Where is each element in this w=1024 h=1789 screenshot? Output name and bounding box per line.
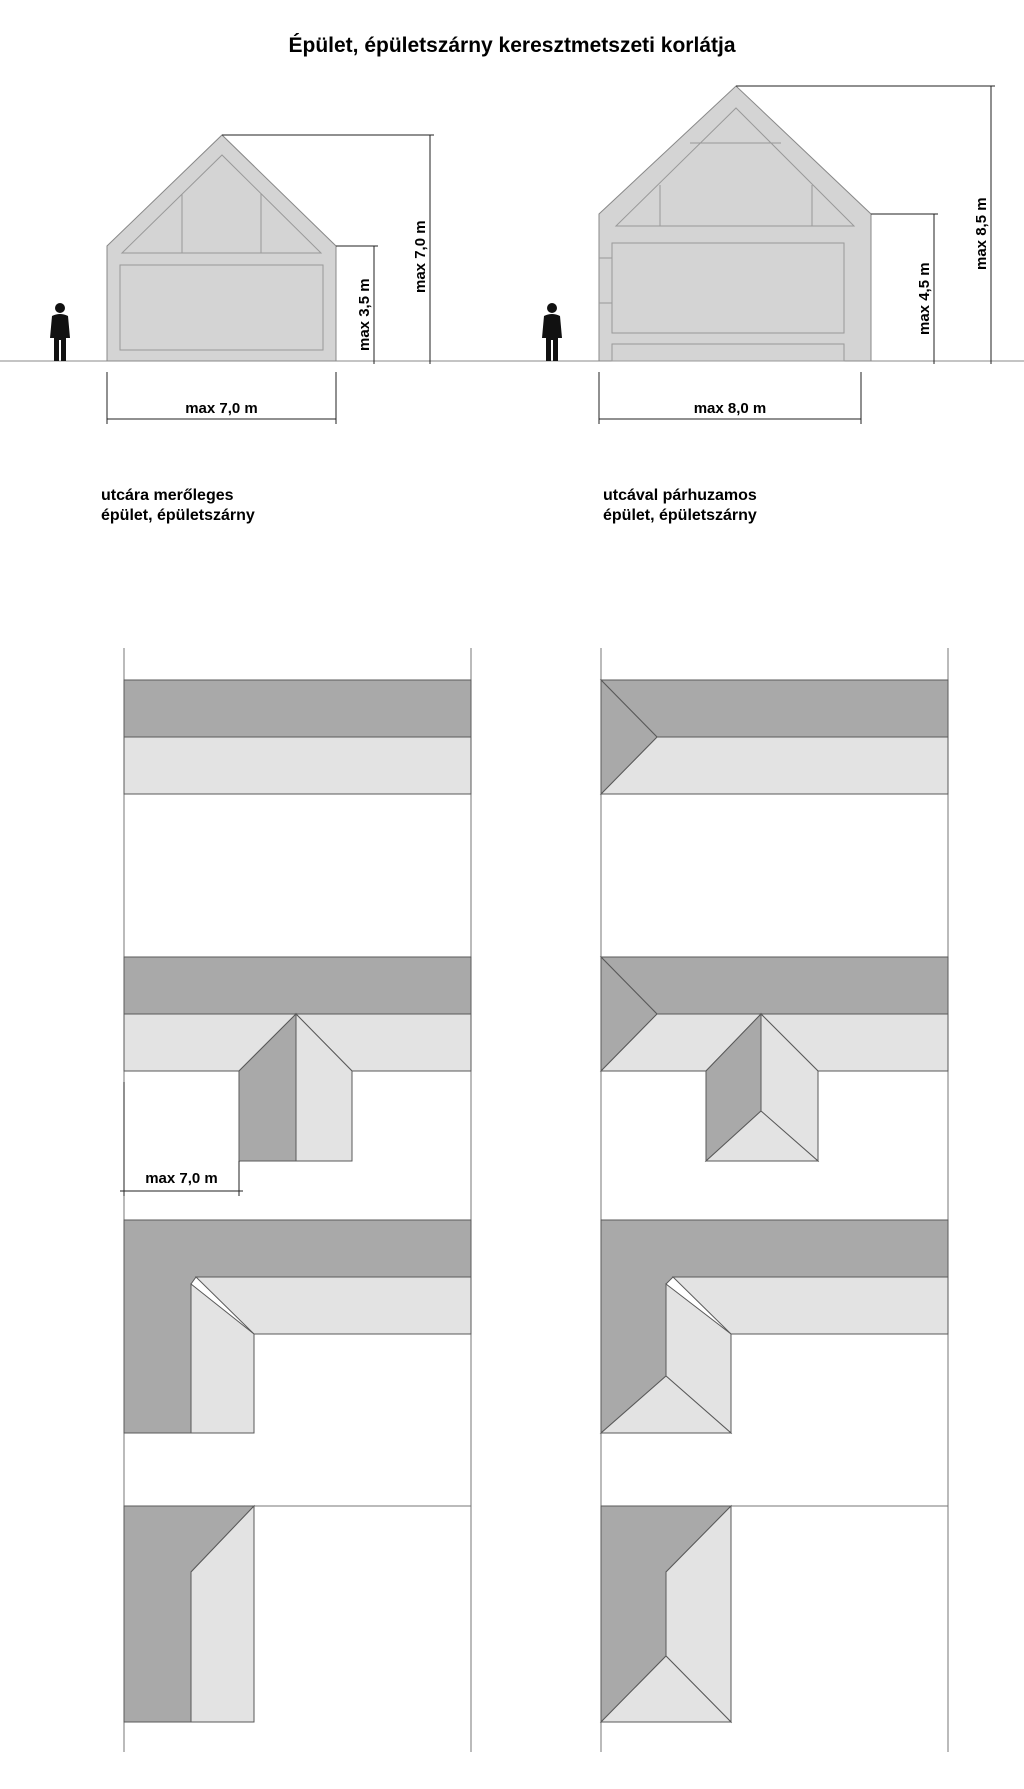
left-house-facade xyxy=(107,135,336,361)
right-plan-row-3 xyxy=(601,1220,948,1433)
plan-views xyxy=(120,648,948,1752)
right-width-label: max 8,0 m xyxy=(693,400,767,417)
roof-plane-dark xyxy=(124,680,471,737)
right-caption-line-1: utcával párhuzamos xyxy=(603,487,757,504)
person-figure-left xyxy=(50,303,70,361)
left-caption-line-2: épület, épületszárny xyxy=(101,507,255,524)
roof-plane-dark xyxy=(601,680,948,737)
plan-wing-width-label: max 7,0 m xyxy=(145,1170,218,1187)
left-caption-line-1: utcára merőleges xyxy=(101,487,234,504)
right-house-elevation xyxy=(599,86,871,361)
right-plan-row-4 xyxy=(601,1506,731,1722)
left-section-caption xyxy=(101,486,255,526)
left-plan-row-1 xyxy=(124,680,471,794)
left-eave-height-label: max 3,5 m xyxy=(356,278,373,351)
left-plan-row-3 xyxy=(124,1220,471,1433)
person-figure-right xyxy=(542,303,562,361)
right-house-facade xyxy=(599,86,871,361)
roof-plane-dark xyxy=(601,957,948,1014)
left-plan-row-4 xyxy=(124,1506,254,1722)
roof-plane-light xyxy=(124,737,471,794)
left-ridge-height-label: max 7,0 m xyxy=(412,220,429,293)
diagram-title: Épület, épületszárny keresztmetszeti korlátja xyxy=(288,34,736,57)
roof-plane-light xyxy=(601,737,948,794)
right-plan-row-1 xyxy=(601,680,948,794)
roof-plane-dark xyxy=(124,957,471,1014)
left-plan-row-2 xyxy=(124,957,471,1161)
elevation-views xyxy=(0,86,1024,424)
right-section-caption xyxy=(603,486,757,526)
left-house-elevation xyxy=(107,135,336,361)
right-eave-height-label: max 4,5 m xyxy=(916,262,933,335)
left-width-label: max 7,0 m xyxy=(185,400,258,417)
right-caption-line-2: épület, épületszárny xyxy=(603,507,757,524)
right-plan-row-2 xyxy=(601,957,948,1161)
right-ridge-height-label: max 8,5 m xyxy=(973,197,990,270)
